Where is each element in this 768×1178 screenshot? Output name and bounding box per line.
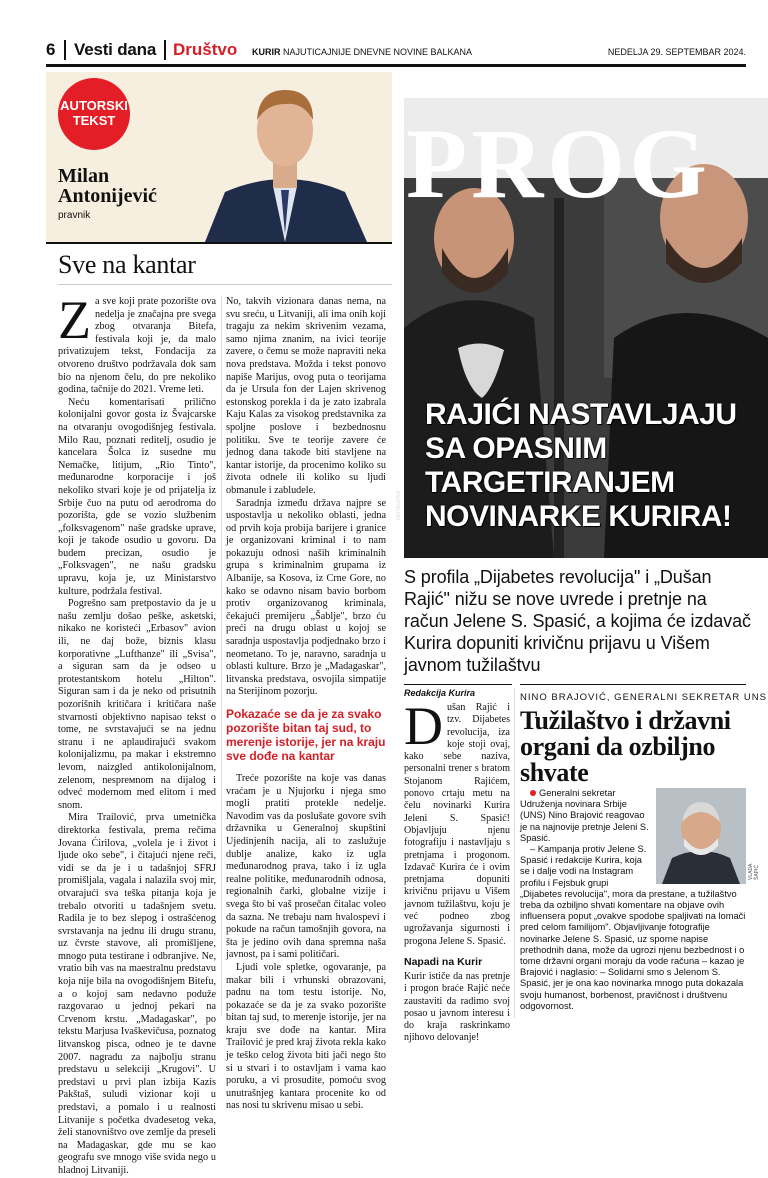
column-paragraph: Pogrešno sam pretpostavio da je u našu zemlju došao peške, asketski, nikako ne koristeći „Erbasov" avion ili, ne daj bože, biznis klasu korporativne „Lufthanze" ili „Svisa", a siguran sam da je odseo u protestantskom hotelu „Hilton". Siguran sam i da je neko od prisutnih pozorišnih kritičara i kritičara naše stvarnosti objektivno napisao tekst o tome, ne svrstavajući se na jednu stranu i ne aplaudirajući svakom kolonijalizmu, pa makar i ekstremno levom, naizgled antikolonijalnom, zelenom, nesprемnom na dijalog i odveć modernom med elitom i med snom. — [58, 598, 216, 811]
bullet-icon — [530, 790, 536, 796]
column-paragraph: Ljudi vole spletke, ogovaranje, pa makar bili i vrhunski obrazovani, padnu na tom testu istorije. No, pokazaće se da je za svako pozorište bitan taj sud, to merenje istorije, jer na kraju sve dođe na kantar. Mira Trailović je pred kraj života rekla kako je teško celog života biti jači nego što si u stvari i to ostavljam i vama kao poruku, a vi prosudite, pomoću svog unutrašnjeg kantara procenite ko od nas nosi tu skrivenu misao u sebi. — [226, 961, 386, 1112]
side-story-kicker: NINO BRAJOVIĆ, GENERALNI SEKRETAR UNS — [520, 692, 767, 703]
story-deck: S profila „Dijabetes revolucija" i „Dušan Rajić" nižu se nove uvrede i pretnje na račun Jelene S. Spasić, a kojima će izdavač Kurira dopuniti krivičnu prijavu u Višem javnom tužilaštvu — [404, 567, 751, 675]
photo-overlay-headline: RAJIĆI NASTAVLJAJU SA OPASNIM TARGETIRANJEM NOVINARKE KURIRA! — [425, 398, 737, 533]
brajovic-photo — [656, 788, 746, 884]
dropcap: D — [404, 696, 443, 756]
masthead — [252, 47, 472, 57]
side-story-headline: Tužilaštvo i državni organi da ozbiljno shvate — [520, 706, 731, 787]
story-text — [404, 696, 510, 1044]
byline-rule — [404, 684, 512, 685]
column-paragraph: Treće pozorište na koje vas danas vraćam je u Njujorku i njega smo mogli pratiti protekle nedelje. Navodim vas da poslušate govore svih državnika u Generalnoj skupštini Ujedinjenih nacija, ali to zaslužuje dublje analize, kako iz ugla međunarodnog prava, tako i iz ugla realne politike, međunarodnih odnosa, regionalnih čarki, globalne vizije i svega što bi vaš prosečan čitalac voleo da sazna. Ne trebaju nam hvalospevi i pokude na račun tamošnjih govora, na šta je jedino ovih dana spremna naša javnost, pa i sami političari. — [226, 773, 386, 961]
column-headline: Sve na kantar — [58, 250, 196, 279]
masthead-brand: KURIR — [252, 47, 281, 57]
dropcap: Z — [58, 290, 91, 350]
column-paragraph: Saradnja između država najpre se uspostavlja u nekoliko oblasti, jedna od prvih koja probija barijere i granice je organizovani kriminal i to nam pokazuju odnosi naših kriminalnih grupa s kriminalnim grupama iz Albanije, sa Kosova, iz Crne Gore, no kako se odavno nisam bavio borbom protiv organizovanog kriminala, čekajući premijeru „Šablje", brzo ću preći na drugu oblast u kojoj se saradnja uspostavlja podjednako brzo i neometano. To je, naravno, saradnja u oblasti kulture. Brzo je „Madagaskar", litvanska predstava, osvojila simpatije na Sterijinom pozorju. — [226, 497, 386, 698]
photo-credit: INSTAGRAM — [396, 490, 402, 520]
column-text-2 — [226, 296, 386, 1112]
column-paragraph: No, takvih vizionara danas nema, na svu sreću, u Litvaniji, ali ima onih koji tragaju za nekim skrivenim vezama, samo njima znanim, na ivici teorije zavere, o čemu se može napraviti neka nova predstava. Možda i tekst ponovo napiše Marijus, ovog puta o teorijama da je Ursula fon der Lajen skrivenog estonskog porekla i da je zato izabrala Kaju Kalas za visokog predstavnika za spoljne poslove i bezbednosnu politiku. Sve te teorije zavere će jednog dana takođe biti stavljene na kantar istorije, da procenimo koliko su života odnele ili koliko su ljudi obmanule i zabludele. — [226, 296, 386, 496]
story-paragraph: Kurir ističe da nas pretnje i progon braće Rajić neće zaustaviti da radimo svoj posao u javnom interesu i do kraja raskrinkamo njihovo delovanje! — [404, 970, 510, 1044]
author-first-name: Milan — [58, 165, 110, 187]
author-rule — [46, 242, 392, 244]
column-paragraph: Neću komentarisati prilično kolonijalni govor gosta iz Švajcarske na otvaranju ovogodišnjeg festivala. Milo Rau, poznati reditelj, osudio je kancelara Šolca iz susedne mu Nemačke, litijum, „Rio Tinto", međunarodne korporacije i još nekoliko stvari koje je od prijatelja iz Srbije čuo na putu od aerodroma do pozorišta, gde se vozio službenim „folksvagenom" naše gradske uprave, koji je takođe osudio u govoru. Da budem precizan, osudio je „Folksvagen", ne našu gradsku upravu, koja je, uz Ministarstvo kulture, podržala festival. — [58, 396, 216, 597]
side-story-lead: Generalni sekretar Udruženja novinara Srbije (UNS) Nino Brajović reagovao je na najnovije pretnje Jeleni S. Spasić. — [520, 788, 649, 843]
story-subhead: Napadi na Kurir — [404, 955, 483, 968]
column-paragraph: Mira Trailović, prva umetnička direktorka festivala, prema rečima Jovana Ćirilova, „volela je i život i ljude oko sebe", i čitajući njene reči, vidi se da je i u tadašnjoj SFRJ promišljala, vagala i nalazila svoj mir, otvarajući sva teška pitanja koja je trebalo otvoriti u tadašnjem svetu. Radila je to bez slepog i ostrašćenog svrstavanja na jednu ili drugu stranu, uz čvrste stavove, ali promišljene, mnogo puta testirane i odbranjive. Ne, vratio bih vas na maestralnu predstavu koja nije bila na ovogodišnjem Bitefu, a o kojoj sam nedavno podužе razgovarao u jednoj pekari na Crvenom krstu. „Madagaskar", po tekstu Marjusa Ivaškevičusa, poznatog litvanskog pisca, odneo je te davne 2007. nagradu za najbolju stranu predstavu u selekciji „Krugovi". U predstavi u prvi plan izbija Kazis Pakštaš, suludi vizionar koji u predstavi, a pomalo i u realnosti Litvanije s početka dvadesetog veka, želi stanovništvo ove zemlje da preseli na Madagaskar, gde mu se kao geografu sve mnogo više svida nego u hladnoj Litvaniji. — [58, 812, 216, 1176]
issue-date: NEDELJA 29. SEPTEMBAR 2024. — [607, 47, 746, 57]
column-divider — [514, 688, 515, 1018]
page-header — [0, 0, 768, 62]
pull-quote: Pokazaće se da je za svako pozorište bitan taj sud, to merenje istorije, jer na kraju sve dođe na kantar — [226, 707, 386, 763]
story-byline: Redakcija Kurira — [404, 688, 476, 698]
column-text-1 — [58, 290, 216, 1176]
inset-photo-credit: VLADA ŠAPIĆ — [748, 863, 760, 880]
side-story-body: – Kampanja protiv Jelene S. Spasić i redakcije Kurira, koja se i dalje vodi na Instagram profilu i Fejsbuk grupi „Dijabetes revolucija", mora da prestane, a tužilaštvo treba da ozbiljno shvati komentare na objave ovih influensera poput „ovakve spodobe spaljivati na lomači pred celom familijom". Objavljivanje fotografije novinarke Jelene S. Spasić, uz sporne napise prethodnih dana, može da ugrozi njenu bezbednost i o tome državni organi moraju da vode računa – kazao je Brajović i naglasio: – Solidarni smo s Jelenom S. Spasić, jer je ona kao novinarka mnogo puta dokazala svoju humanost, borbenost, pravičnost i društvenu odgovornost. — [520, 844, 746, 1011]
masthead-tagline: NAJUTICAJNIJE DNEVNE NOVINE BALKANA — [283, 47, 473, 57]
column-divider — [221, 296, 222, 1016]
subsection-name: Društvo — [173, 40, 238, 59]
section-name: Vesti dana — [74, 40, 157, 59]
author-last-name: Antonijević — [58, 185, 157, 207]
divider — [64, 40, 66, 60]
story-paragraph: Dušan Rajić i tzv. Dijabetes revolucija, iza koje stoji ovaj, kako sebe naziva, personalni trener s bratom Stojanom Rajićem, ponovo crtaju metu na čelu novinarki Kurira Jeleni S. Spasić! Objavljuju njenu fotografiju i nastavljaju s pretnjama i progonom. Izdavač Kurira će i ovim pretnjama dopuniti krivičnu prijavu u Višem javnom tužilaštvu, koju je već podneo zbog ugrožavanja sigurnosti i progona Jelene S. Spasić. — [404, 696, 510, 947]
kicker-rule — [520, 684, 746, 685]
author-badge: AUTORSKI TEKST — [58, 78, 130, 150]
photo-headline-word: PROG — [406, 108, 711, 219]
author-portrait — [185, 74, 385, 242]
headline-rule — [58, 284, 392, 285]
divider — [164, 40, 166, 60]
column-paragraph: Za sve koji prate pozorište ova nedelja je značajna pre svega zbog otvaranja Bitefa, festivala koji je, da malo privatizujem tekst, Fondacija za otvoreno društvo podržavala dok sam bio na njenom čelu, do pre nekoliko godina, tačnije do 2021. Vreme leti. — [58, 290, 216, 396]
page-number: 6 — [46, 40, 56, 59]
author-role: pravnik — [58, 210, 91, 221]
author-name — [58, 166, 157, 206]
header-rule — [46, 64, 746, 67]
side-story-text — [520, 788, 746, 1020]
